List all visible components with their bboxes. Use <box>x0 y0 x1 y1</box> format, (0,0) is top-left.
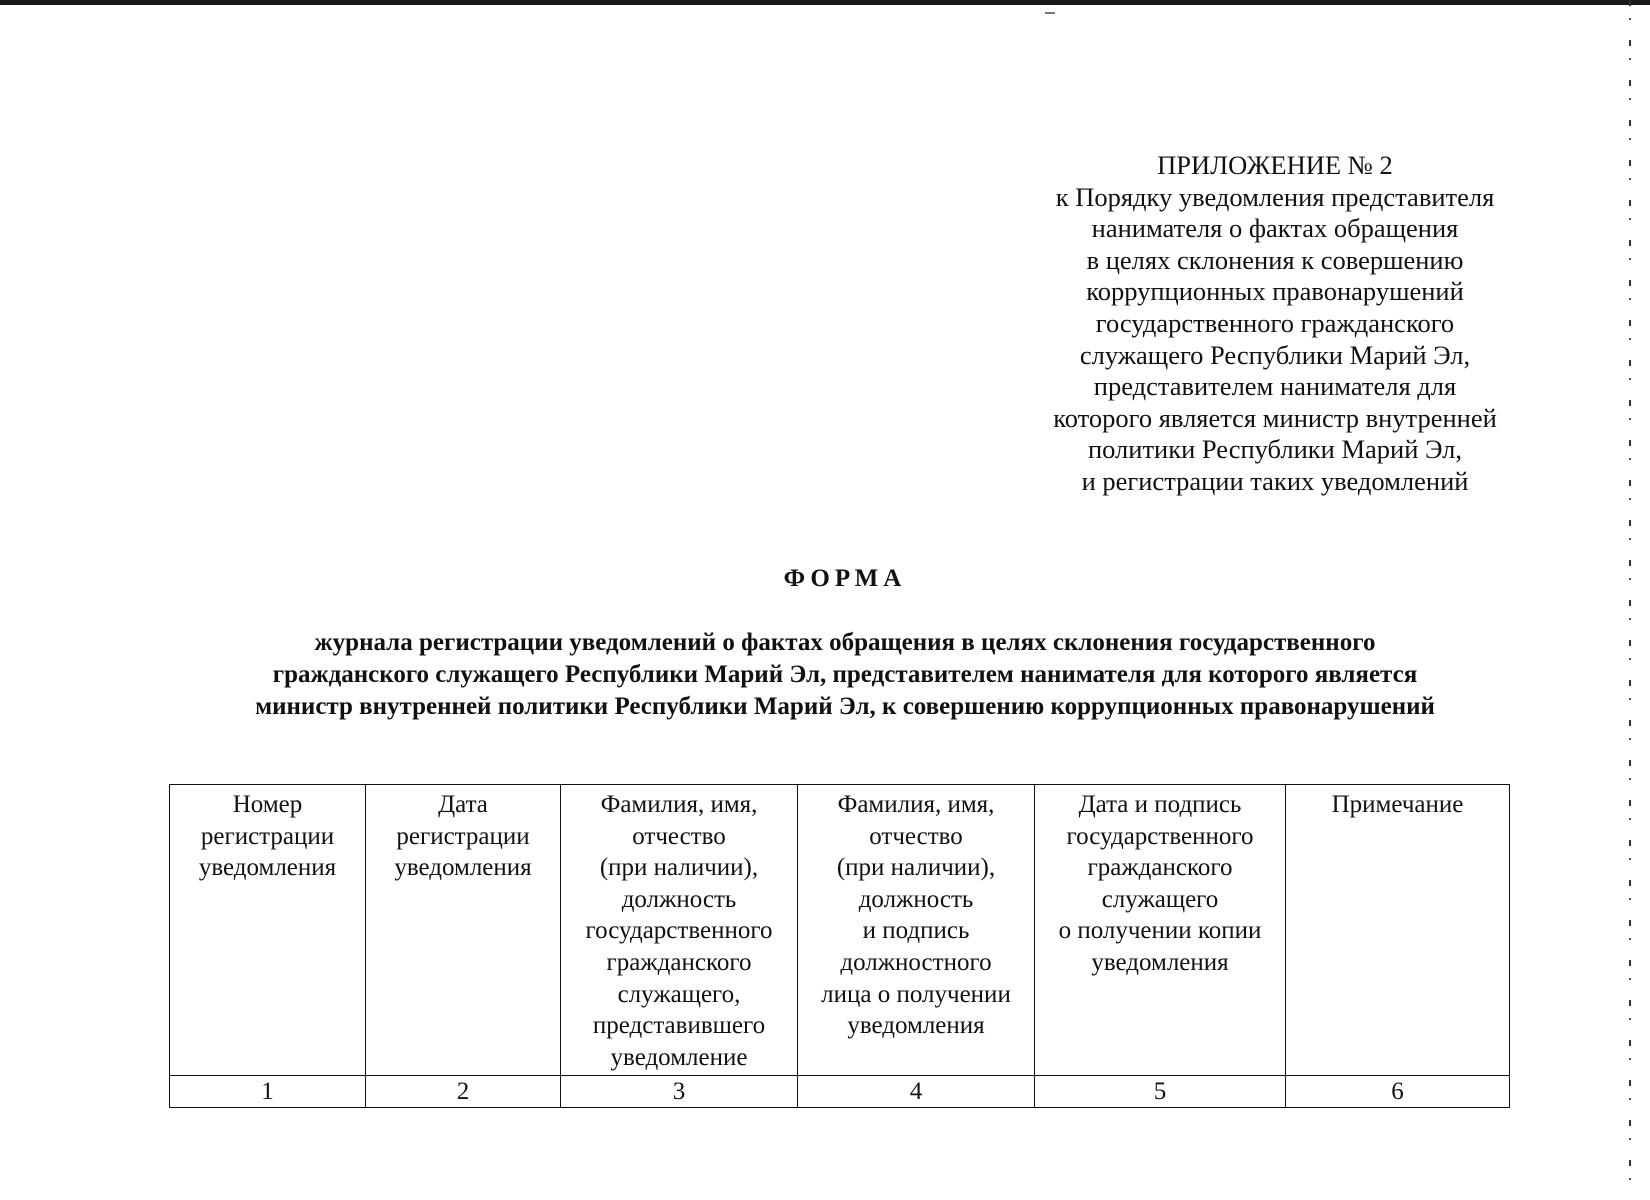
form-title: ФОРМА <box>783 565 907 592</box>
header-line: уведомления <box>394 854 532 882</box>
header-line: о получении копии <box>1058 917 1262 945</box>
header-line: должность <box>858 885 974 913</box>
header-line: и подпись <box>862 917 970 945</box>
header-cell-registration-number <box>170 785 366 1076</box>
column-number-cell: 4 <box>798 1076 1035 1108</box>
header-line: уведомление <box>610 1043 748 1071</box>
appendix-line: в целях склонения к совершению <box>1086 244 1464 275</box>
header-line: гражданского <box>1087 854 1233 882</box>
column-number-cell: 5 <box>1035 1076 1286 1108</box>
column-number-cell: 1 <box>170 1076 366 1108</box>
header-line: отчество <box>632 822 726 850</box>
appendix-line: представителем нанимателя для <box>1093 371 1457 402</box>
header-line: уведомления <box>198 854 337 882</box>
header-line: представившего <box>592 1012 766 1040</box>
header-line: Номер <box>232 791 303 818</box>
header-line: лица о получении <box>821 980 1011 1008</box>
header-line: государственного <box>585 917 773 945</box>
header-line: (при наличии), <box>836 854 996 882</box>
header-line: Дата и подпись <box>1078 791 1242 818</box>
journal-table <box>169 784 1510 1108</box>
appendix-line: коррупционных правонарушений <box>1086 276 1464 307</box>
appendix-line: служащего Республики Марий Эл, <box>1079 339 1471 370</box>
appendix-line: к Порядку уведомления представителя <box>1055 181 1495 212</box>
header-line: регистрации <box>200 822 335 850</box>
subtitle-line: гражданского служащего Республики Марий Эл, представителем нанимателя для которого является <box>272 661 1418 688</box>
column-number-row <box>170 1076 1510 1108</box>
header-cell-receiver <box>798 785 1035 1076</box>
column-number-cell: 2 <box>366 1076 561 1108</box>
form-subtitle <box>110 627 1580 723</box>
header-line: (при наличии), <box>599 854 759 882</box>
header-line: уведомления <box>1091 948 1229 976</box>
header-cell-copy-receipt <box>1035 785 1286 1076</box>
header-line: государственного <box>1066 822 1254 850</box>
header-cell-note <box>1286 785 1510 1076</box>
header-line: гражданского <box>606 948 752 976</box>
column-number-cell: 3 <box>561 1076 798 1108</box>
header-line: Дата <box>438 791 488 818</box>
appendix-line: политики Республики Марий Эл, <box>1087 434 1463 465</box>
header-line: служащего, <box>617 980 741 1008</box>
appendix-line: государственного гражданского <box>1095 307 1455 338</box>
appendix-block <box>1000 150 1550 498</box>
appendix-line: ПРИЛОЖЕНИЕ № 2 <box>1157 150 1393 180</box>
appendix-line: нанимателя о фактах обращения <box>1091 213 1459 244</box>
header-line: уведомления <box>847 1012 985 1040</box>
header-line: Фамилия, имя, <box>837 791 995 818</box>
header-cell-registration-date <box>366 785 561 1076</box>
header-line: Примечание <box>1331 791 1464 818</box>
scan-top-edge <box>0 0 1650 5</box>
header-line: Фамилия, имя, <box>600 791 758 818</box>
header-line: должность <box>621 885 737 913</box>
scan-right-edge <box>1629 0 1631 1200</box>
appendix-line: которого является министр внутренней <box>1053 402 1497 433</box>
header-line: должностного <box>840 948 992 976</box>
scan-mark <box>1045 12 1055 14</box>
header-row <box>170 785 1510 1076</box>
subtitle-line: журнала регистрации уведомлений о фактах обращения в целях склонения государственного <box>314 629 1376 656</box>
header-line: регистрации <box>396 822 530 850</box>
subtitle-line: министр внутренней политики Республики Марий Эл, к совершению коррупционных правонарушений <box>255 693 1435 720</box>
header-line: служащего <box>1101 885 1219 913</box>
column-number-cell: 6 <box>1286 1076 1510 1108</box>
appendix-line: и регистрации таких уведомлений <box>1081 465 1469 496</box>
header-line: отчество <box>869 822 963 850</box>
header-cell-submitter <box>561 785 798 1076</box>
